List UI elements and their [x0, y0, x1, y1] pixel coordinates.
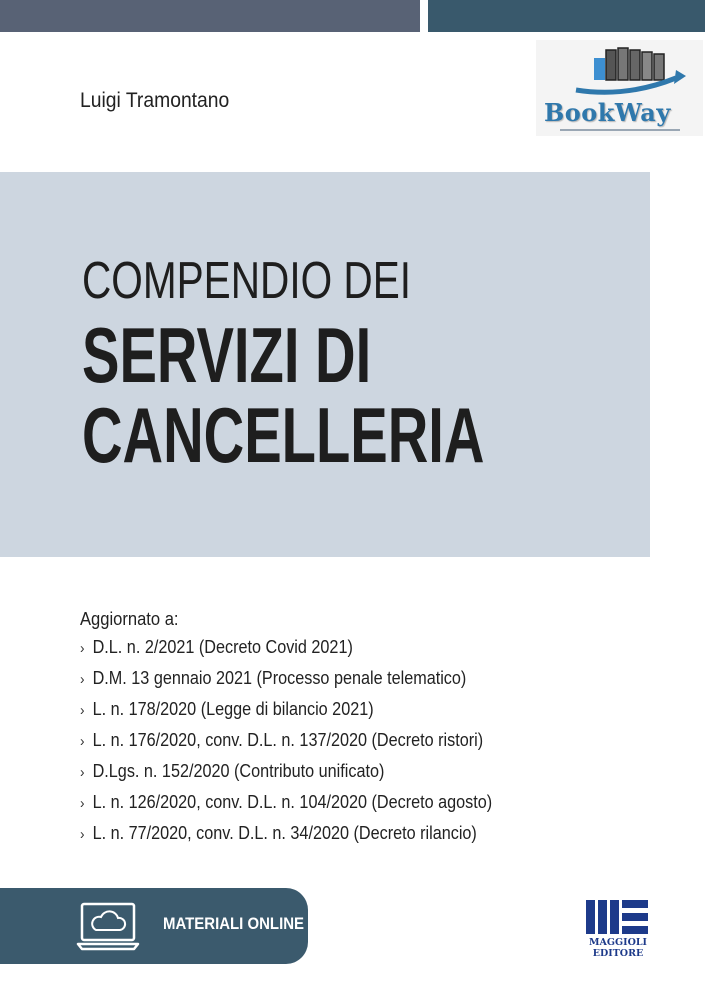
update-item — [80, 725, 584, 756]
update-item-text: L. n. 178/2020 (Legge di bilancio 2021) — [92, 699, 374, 719]
bookway-logo-text: BookWay — [544, 98, 671, 127]
bookway-books-icon — [536, 40, 703, 100]
update-item-text: D.M. 13 gennaio 2021 (Processo penale telematico) — [92, 668, 467, 688]
logo-underline — [560, 129, 680, 131]
update-item-text: L. n. 126/2020, conv. D.L. n. 104/2020 (Decreto agosto) — [92, 792, 493, 812]
top-bar-right — [428, 0, 705, 32]
online-materials-label: MATERIALI ONLINE — [163, 914, 305, 933]
update-item — [80, 663, 584, 694]
chevron-right-icon: › — [80, 733, 85, 750]
chevron-right-icon: › — [80, 702, 85, 719]
update-item-text: D.Lgs. n. 152/2020 (Contributo unificato) — [92, 761, 385, 781]
author-name: Luigi Tramontano — [80, 89, 230, 112]
update-item — [80, 818, 584, 849]
title-line-1: COMPENDIO DEI — [82, 252, 412, 310]
publisher-name-line-2: EDITORE — [592, 948, 644, 959]
publisher-name-line-1: MAGGIOLI — [589, 937, 647, 948]
update-item — [80, 632, 584, 663]
chevron-right-icon: › — [80, 764, 85, 781]
bookway-logo — [536, 40, 703, 136]
publisher-name — [578, 937, 658, 959]
chevron-right-icon: › — [80, 640, 85, 657]
update-item-text: L. n. 77/2020, conv. D.L. n. 34/2020 (Decreto rilancio) — [92, 823, 477, 843]
maggioli-logo — [582, 900, 654, 960]
top-bar-left — [0, 0, 420, 32]
title-line-2: SERVIZI DI — [82, 311, 372, 399]
update-item-text: D.L. n. 2/2021 (Decreto Covid 2021) — [92, 637, 353, 657]
online-materials-badge[interactable] — [0, 888, 308, 964]
chevron-right-icon: › — [80, 671, 85, 688]
chevron-right-icon: › — [80, 795, 85, 812]
update-item-text: L. n. 176/2020, conv. D.L. n. 137/2020 (Decreto ristori) — [92, 730, 484, 750]
updates-list — [80, 606, 640, 849]
update-item — [80, 787, 584, 818]
cloud-laptop-icon — [76, 902, 146, 952]
update-item — [80, 756, 584, 787]
updates-heading: Aggiornato a: — [80, 609, 179, 629]
title-line-3: CANCELLERIA — [82, 391, 485, 479]
chevron-right-icon: › — [80, 826, 85, 843]
maggioli-mark-icon — [582, 900, 654, 936]
update-item — [80, 694, 584, 725]
